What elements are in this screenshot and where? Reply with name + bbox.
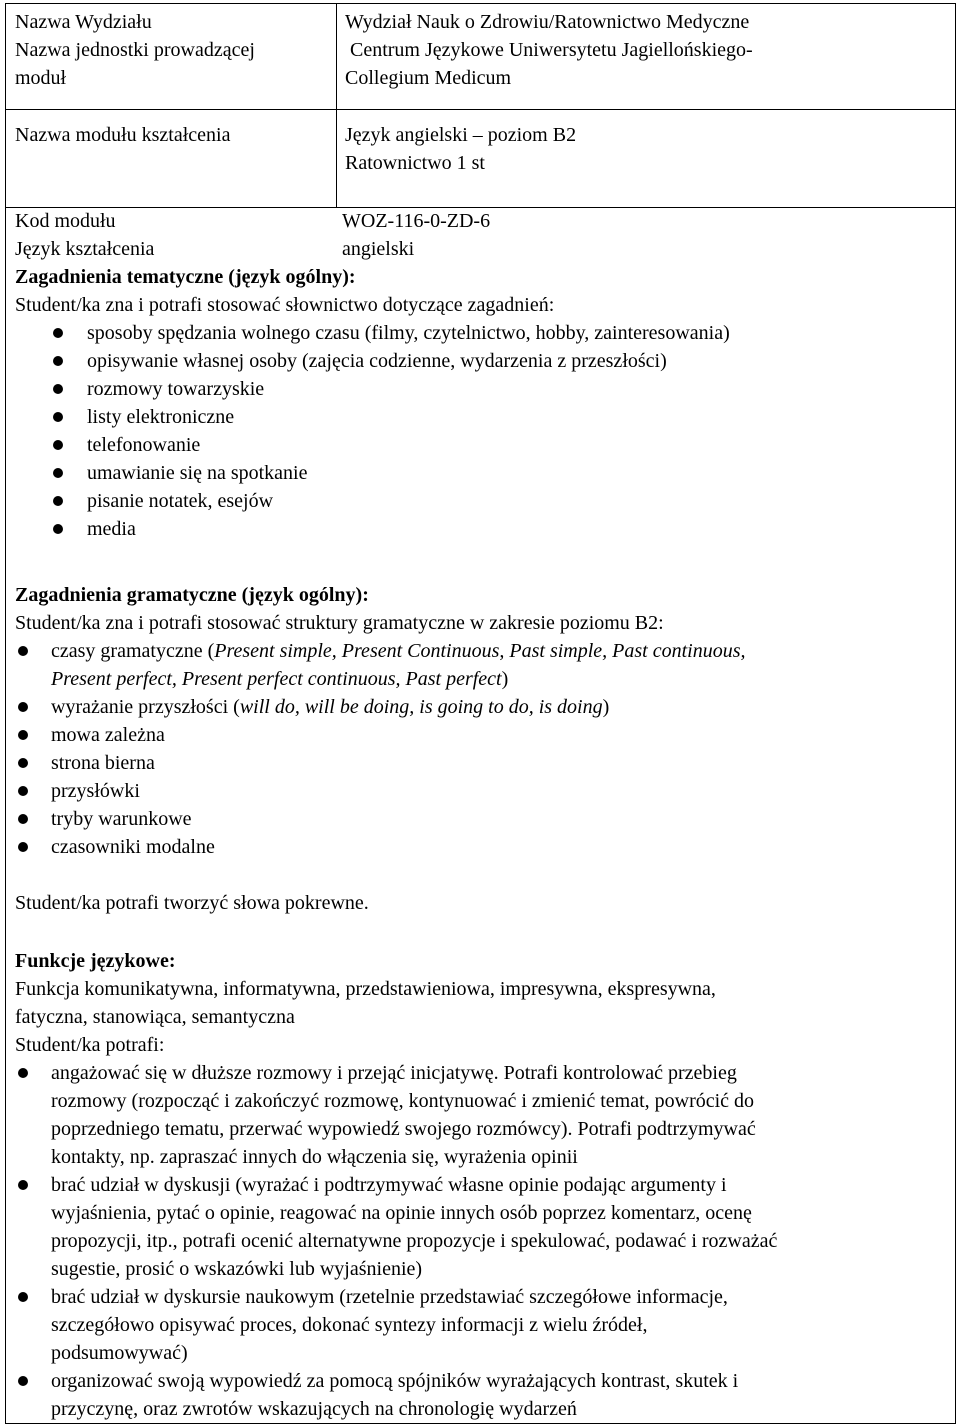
list-item-text: propozycji, itp., potrafi ocenić alternatywne propozycje i spekulować, podawać i rozważać: [51, 1230, 778, 1252]
list-item: [15, 1367, 949, 1423]
bullet-icon: [18, 758, 28, 768]
table-row-divider: [6, 109, 955, 110]
language-value: angielski: [342, 238, 415, 260]
list-item: [15, 637, 949, 693]
bullet-icon: [53, 440, 63, 450]
bullet-icon: [53, 356, 63, 366]
list-item: [15, 403, 949, 431]
list-item: [15, 721, 949, 749]
list-item-text: telefonowanie: [87, 434, 201, 456]
list-item-text: kontakty, np. zapraszać innych do włączenia się, wyrażenia opinii: [51, 1146, 578, 1168]
thematic-intro: Student/ka zna i potrafi stosować słownictwo dotyczące zagadnień:: [15, 294, 555, 316]
list-item: [15, 833, 949, 861]
functions-list-line1: Funkcja komunikatywna, informatywna, przedstawieniowa, impresywna, ekspresywna,: [15, 978, 716, 1000]
list-item-text: podsumowywać): [51, 1342, 188, 1364]
bullet-icon: [53, 524, 63, 534]
thematic-list: [15, 319, 949, 543]
bullet-icon: [53, 412, 63, 422]
code-value: WOZ-116-0-ZD-6: [342, 210, 491, 232]
module-value-line2: Ratownictwo 1 st: [345, 152, 485, 174]
list-item-text: sposoby spędzania wolnego czasu (filmy, czytelnictwo, hobby, zainteresowania): [87, 322, 730, 344]
list-item: [15, 805, 949, 833]
functions-list: [15, 1059, 949, 1423]
list-item: [15, 777, 949, 805]
list-item-text: media: [87, 518, 136, 540]
module-label: Nazwa modułu kształcenia: [15, 124, 231, 146]
list-item-text: brać udział w dyskusji (wyrażać i podtrzymywać własne opinie podając argumenty i: [51, 1174, 727, 1196]
list-item: [15, 375, 949, 403]
list-item-text: tryby warunkowe: [51, 808, 192, 830]
list-item-text: organizować swoją wypowiedź za pomocą spójników wyrażających kontrast, skutek i: [51, 1370, 739, 1392]
future-close: ): [602, 696, 610, 718]
list-item-text: pisanie notatek, esejów: [87, 490, 274, 512]
functions-heading: Funkcje językowe:: [15, 950, 176, 972]
grammar-heading: Zagadnienia gramatyczne (język ogólny):: [15, 584, 369, 606]
list-item: [15, 749, 949, 777]
word-formation: Student/ka potrafi tworzyć słowa pokrewne.: [15, 892, 369, 914]
list-item-text: wyjaśnienia, pytać o opinie, reagować na opinie innych osób poprzez komentarz, ocenę: [51, 1202, 752, 1224]
list-item-text: sugestie, prosić o wskazówki lub wyjaśnienie): [51, 1258, 423, 1280]
module-value-line1: Język angielski – poziom B2: [345, 124, 577, 146]
list-item: [15, 431, 949, 459]
bullet-icon: [18, 1292, 28, 1302]
bullet-icon: [18, 646, 28, 656]
bullet-icon: [18, 814, 28, 824]
table-column-divider: [336, 4, 337, 207]
unit-value-line1: Centrum Językowe Uniwersytetu Jagiellońskiego-: [350, 39, 753, 61]
bullet-icon: [18, 842, 28, 852]
list-item-text: umawianie się na spotkanie: [87, 462, 308, 484]
unit-value-line2: Collegium Medicum: [345, 67, 512, 89]
list-item-text: przysłówki: [51, 780, 140, 802]
list-item-text: opisywanie własnej osoby (zajęcia codzienne, wydarzenia z przeszłości): [87, 350, 667, 372]
functions-section: [15, 947, 949, 1423]
future-text: wyrażanie przyszłości (: [51, 696, 240, 718]
bullet-icon: [18, 1180, 28, 1190]
list-item-text: listy elektroniczne: [87, 406, 235, 428]
list-item-text: przyczynę, oraz zwrotów wskazujących na chronologię wydarzeń: [51, 1398, 577, 1420]
bullet-icon: [18, 730, 28, 740]
list-item: [15, 1059, 949, 1171]
tenses-list-cont: Present perfect, Present perfect continuous, Past perfect: [51, 668, 502, 690]
functions-intro: Student/ka potrafi:: [15, 1034, 165, 1056]
unit-label-line2: moduł: [15, 67, 67, 89]
bullet-icon: [18, 1068, 28, 1078]
list-item: [15, 1171, 949, 1283]
list-item-text: rozmowy (rozpocząć i zakończyć rozmowę, kontynuować i zmienić temat, powrócić do: [51, 1090, 755, 1112]
faculty-label: Nazwa Wydziału: [15, 11, 152, 33]
list-item-text: czasowniki modalne: [51, 836, 215, 858]
list-item: [15, 319, 949, 347]
bullet-icon: [18, 786, 28, 796]
module-document: [5, 3, 956, 1424]
list-item: [15, 347, 949, 375]
tenses-list: Present simple, Present Continuous, Past simple, Past continuous,: [214, 640, 746, 662]
thematic-section: [15, 263, 949, 543]
list-item: [15, 1283, 949, 1367]
faculty-value: Wydział Nauk o Zdrowiu/Ratownictwo Medyczne: [345, 11, 750, 33]
list-item: [15, 459, 949, 487]
unit-label-line1: Nazwa jednostki prowadzącej: [15, 39, 255, 61]
code-label: Kod modułu: [15, 210, 116, 232]
bullet-icon: [53, 328, 63, 338]
list-item-text: szczegółowo opisywać proces, dokonać syntezy informacji z wielu źródeł,: [51, 1314, 648, 1336]
functions-list-line2: fatyczna, stanowiąca, semantyczna: [15, 1006, 295, 1028]
list-item-text: angażować się w dłuższe rozmowy i przejąć inicjatywę. Potrafi kontrolować przebieg: [51, 1062, 737, 1084]
grammar-intro: Student/ka zna i potrafi stosować struktury gramatyczne w zakresie poziomu B2:: [15, 612, 664, 634]
future-forms: will do, will be doing, is going to do, is doing: [239, 696, 603, 718]
language-label: Język kształcenia: [15, 238, 155, 260]
list-item-text: mowa zależna: [51, 724, 165, 746]
grammar-section: [15, 581, 949, 917]
grammar-list-more: [15, 721, 949, 861]
tenses-close: ): [501, 668, 509, 690]
list-item-text: poprzedniego tematu, przerwać wypowiedź swojego rozmówcy). Potrafi podtrzymywać: [51, 1118, 756, 1140]
bullet-icon: [18, 702, 28, 712]
thematic-heading: Zagadnienia tematyczne (język ogólny):: [15, 266, 356, 288]
list-item-text: rozmowy towarzyskie: [87, 378, 265, 400]
bullet-icon: [53, 496, 63, 506]
list-item: [15, 515, 949, 543]
list-item-text: strona bierna: [51, 752, 155, 774]
list-item-text: brać udział w dyskursie naukowym (rzetelnie przedstawiać szczegółowe informacje,: [51, 1286, 728, 1308]
bullet-icon: [53, 384, 63, 394]
bullet-icon: [53, 468, 63, 478]
list-item: [15, 487, 949, 515]
bullet-icon: [18, 1376, 28, 1386]
tenses-text: czasy gramatyczne (: [51, 640, 215, 662]
list-item: [15, 693, 949, 721]
grammar-list: [15, 637, 949, 721]
